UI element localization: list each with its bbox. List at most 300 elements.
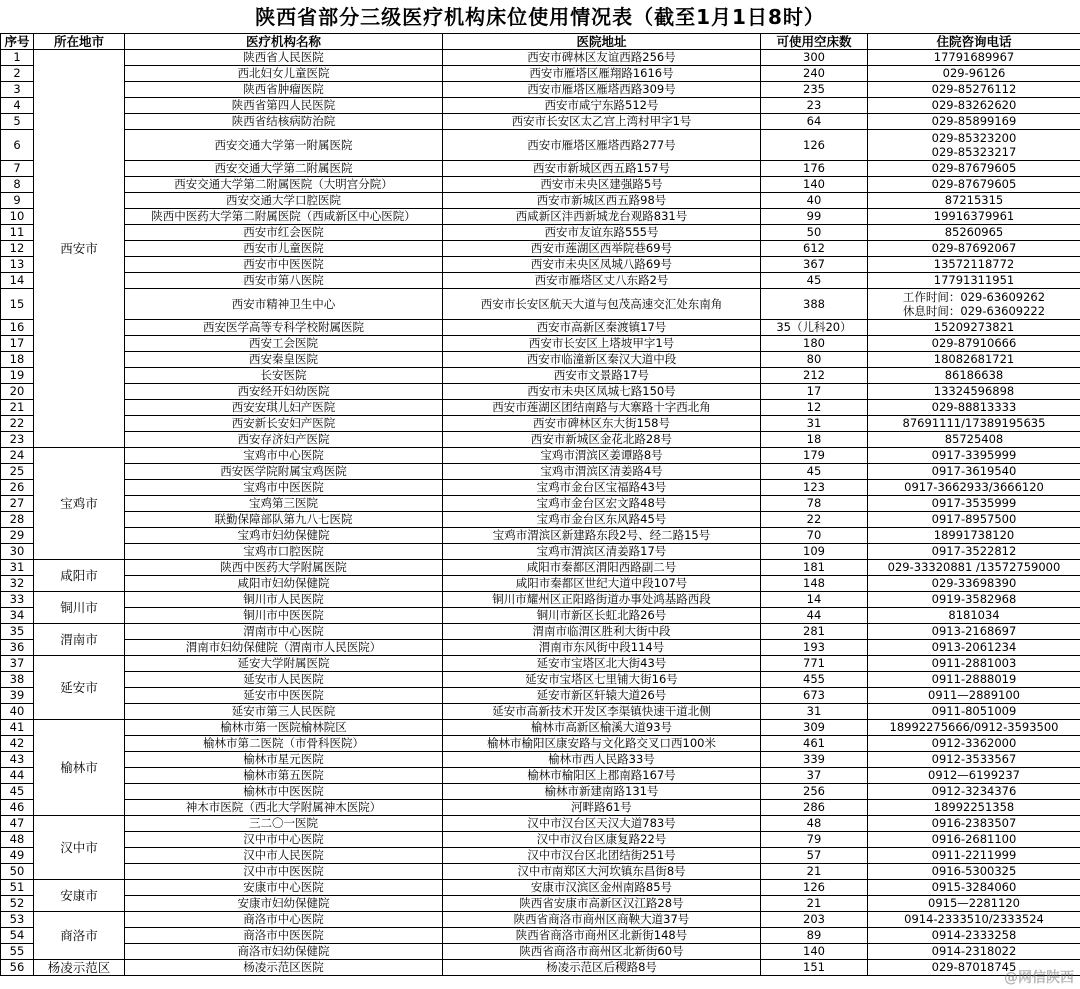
header-hospital-name: 医疗机构名称 (125, 34, 443, 50)
hospital-name: 汉中市中心医院 (125, 832, 443, 848)
table-row (1, 656, 1080, 672)
hospital-address: 西安市雁塔区雁翔路1616号 (443, 66, 761, 82)
table-row (1, 82, 1080, 98)
hospital-name: 西安交通大学第一附属医院 (125, 130, 443, 161)
empty-beds: 140 (761, 944, 868, 960)
phone-number: 13324596898 (868, 384, 1080, 400)
row-index: 46 (1, 800, 34, 816)
empty-beds: 44 (761, 608, 868, 624)
empty-beds: 18 (761, 432, 868, 448)
hospital-name: 安康市妇幼保健院 (125, 896, 443, 912)
empty-beds: 367 (761, 257, 868, 273)
table-row (1, 512, 1080, 528)
row-index: 44 (1, 768, 34, 784)
empty-beds: 180 (761, 336, 868, 352)
row-index: 18 (1, 352, 34, 368)
row-index: 29 (1, 528, 34, 544)
table-row (1, 50, 1080, 66)
hospital-address: 延安市新区轩辕大道26号 (443, 688, 761, 704)
empty-beds: 109 (761, 544, 868, 560)
phone-number: 0917-3619540 (868, 464, 1080, 480)
city-cell: 延安市 (34, 656, 125, 720)
hospital-name: 榆林市中医医院 (125, 784, 443, 800)
bed-usage-table (0, 33, 1080, 976)
row-index: 48 (1, 832, 34, 848)
row-index: 52 (1, 896, 34, 912)
row-index: 2 (1, 66, 34, 82)
page-title: 陕西省部分三级医疗机构床位使用情况表（截至1月1日8时） (255, 5, 825, 29)
phone-number: 029-85276112 (868, 82, 1080, 98)
hospital-address: 榆林市高新区榆溪大道93号 (443, 720, 761, 736)
empty-beds: 673 (761, 688, 868, 704)
empty-beds: 70 (761, 528, 868, 544)
hospital-name: 铜川市中医医院 (125, 608, 443, 624)
row-index: 45 (1, 784, 34, 800)
hospital-name: 西安秦皇医院 (125, 352, 443, 368)
row-index: 49 (1, 848, 34, 864)
table-row (1, 368, 1080, 384)
table-row (1, 928, 1080, 944)
phone-number: 0917-3535999 (868, 496, 1080, 512)
row-index: 30 (1, 544, 34, 560)
empty-beds: 21 (761, 896, 868, 912)
table-row (1, 66, 1080, 82)
empty-beds: 281 (761, 624, 868, 640)
hospital-address: 陕西省商洛市商州区北新街60号 (443, 944, 761, 960)
hospital-name: 西安市中医医院 (125, 257, 443, 273)
hospital-address: 宝鸡市金台区东风路45号 (443, 512, 761, 528)
hospital-address: 汉中市汉台区北团结街251号 (443, 848, 761, 864)
phone-number: 0914-2333258 (868, 928, 1080, 944)
hospital-name: 陕西中医药大学附属医院 (125, 560, 443, 576)
hospital-name: 宝鸡市中医医院 (125, 480, 443, 496)
phone-number: 0914-2333510/2333524 (868, 912, 1080, 928)
hospital-name: 西北妇女儿童医院 (125, 66, 443, 82)
row-index: 31 (1, 560, 34, 576)
hospital-name: 铜川市人民医院 (125, 592, 443, 608)
empty-beds: 193 (761, 640, 868, 656)
hospital-address: 西安市新城区金花北路28号 (443, 432, 761, 448)
empty-beds: 35（儿科20） (761, 320, 868, 336)
hospital-address: 西安市碑林区东大街158号 (443, 416, 761, 432)
hospital-name: 榆林市第一医院榆林院区 (125, 720, 443, 736)
row-index: 38 (1, 672, 34, 688)
hospital-name: 渭南市中心医院 (125, 624, 443, 640)
row-index: 39 (1, 688, 34, 704)
hospital-address: 咸阳市秦都区渭阳西路副二号 (443, 560, 761, 576)
hospital-name: 汉中市人民医院 (125, 848, 443, 864)
table-header-row (1, 34, 1080, 50)
table-row (1, 320, 1080, 336)
empty-beds: 123 (761, 480, 868, 496)
empty-beds: 212 (761, 368, 868, 384)
table-row (1, 544, 1080, 560)
hospital-address: 西安市咸宁东路512号 (443, 98, 761, 114)
empty-beds: 771 (761, 656, 868, 672)
phone-number: 17791311951 (868, 273, 1080, 289)
row-index: 32 (1, 576, 34, 592)
phone-number: 029-87679605 (868, 161, 1080, 177)
empty-beds: 151 (761, 960, 868, 976)
row-index: 23 (1, 432, 34, 448)
header-phone: 住院咨询电话 (868, 34, 1080, 50)
table-row (1, 273, 1080, 289)
table-row (1, 720, 1080, 736)
hospital-address: 西咸新区沣西新城龙台观路831号 (443, 209, 761, 225)
table-row (1, 384, 1080, 400)
empty-beds: 148 (761, 576, 868, 592)
hospital-address: 榆林市新建南路131号 (443, 784, 761, 800)
hospital-name: 安康市中心医院 (125, 880, 443, 896)
hospital-name: 延安市中医医院 (125, 688, 443, 704)
city-cell: 宝鸡市 (34, 448, 125, 560)
row-index: 42 (1, 736, 34, 752)
hospital-address: 延安市宝塔区北大街43号 (443, 656, 761, 672)
row-index: 19 (1, 368, 34, 384)
phone-number: 0919-3582968 (868, 592, 1080, 608)
phone-number: 029-85323200 029-85323217 (868, 130, 1080, 161)
hospital-address: 宝鸡市渭滨区清姜路17号 (443, 544, 761, 560)
hospital-name: 渭南市妇幼保健院（渭南市人民医院） (125, 640, 443, 656)
table-row (1, 576, 1080, 592)
hospital-name: 神木市医院（西北大学附属神木医院） (125, 800, 443, 816)
hospital-name: 西安交通大学第二附属医院（大明宫分院） (125, 177, 443, 193)
row-index: 40 (1, 704, 34, 720)
phone-number: 13572118772 (868, 257, 1080, 273)
row-index: 33 (1, 592, 34, 608)
empty-beds: 126 (761, 880, 868, 896)
empty-beds: 21 (761, 864, 868, 880)
empty-beds: 181 (761, 560, 868, 576)
row-index: 1 (1, 50, 34, 66)
table-row (1, 448, 1080, 464)
hospital-name: 商洛市中心医院 (125, 912, 443, 928)
city-cell: 榆林市 (34, 720, 125, 816)
table-row (1, 960, 1080, 976)
row-index: 15 (1, 289, 34, 320)
hospital-address: 陕西省安康市高新区汉江路28号 (443, 896, 761, 912)
hospital-address: 西安市莲湖区团结南路与大寨路十字西北角 (443, 400, 761, 416)
hospital-name: 西安医学院附属宝鸡医院 (125, 464, 443, 480)
empty-beds: 286 (761, 800, 868, 816)
hospital-name: 宝鸡市妇幼保健院 (125, 528, 443, 544)
empty-beds: 64 (761, 114, 868, 130)
phone-number: 029-33320881 /13572759000 (868, 560, 1080, 576)
hospital-name: 西安市精神卫生中心 (125, 289, 443, 320)
row-index: 11 (1, 225, 34, 241)
header-city: 所在地市 (34, 34, 125, 50)
phone-number: 029-33698390 (868, 576, 1080, 592)
phone-number: 0917-3522812 (868, 544, 1080, 560)
phone-number: 0915—2281120 (868, 896, 1080, 912)
row-index: 43 (1, 752, 34, 768)
hospital-name: 咸阳市妇幼保健院 (125, 576, 443, 592)
row-index: 56 (1, 960, 34, 976)
row-index: 17 (1, 336, 34, 352)
hospital-address: 汉中市汉台区天汉大道783号 (443, 816, 761, 832)
row-index: 36 (1, 640, 34, 656)
hospital-address: 西安市新城区西五路157号 (443, 161, 761, 177)
table-row (1, 736, 1080, 752)
empty-beds: 99 (761, 209, 868, 225)
row-index: 53 (1, 912, 34, 928)
phone-number: 18082681721 (868, 352, 1080, 368)
empty-beds: 14 (761, 592, 868, 608)
table-row (1, 688, 1080, 704)
hospital-name: 西安经开妇幼医院 (125, 384, 443, 400)
phone-number: 18992251358 (868, 800, 1080, 816)
row-index: 9 (1, 193, 34, 209)
hospital-name: 陕西中医药大学第二附属医院（西咸新区中心医院） (125, 209, 443, 225)
hospital-address: 西安市高新区秦渡镇17号 (443, 320, 761, 336)
hospital-name: 西安市儿童医院 (125, 241, 443, 257)
table-row (1, 944, 1080, 960)
table-row (1, 161, 1080, 177)
hospital-name: 三二〇一医院 (125, 816, 443, 832)
phone-number: 0913-2168697 (868, 624, 1080, 640)
phone-number: 029-87692067 (868, 241, 1080, 257)
phone-number: 0917-3395999 (868, 448, 1080, 464)
row-index: 10 (1, 209, 34, 225)
table-row (1, 209, 1080, 225)
hospital-address: 渭南市东风街中段114号 (443, 640, 761, 656)
phone-number: 0911-2888019 (868, 672, 1080, 688)
empty-beds: 40 (761, 193, 868, 209)
hospital-name: 西安交通大学口腔医院 (125, 193, 443, 209)
row-index: 54 (1, 928, 34, 944)
hospital-address: 西安市临潼新区秦汉大道中段 (443, 352, 761, 368)
hospital-address: 西安市未央区凤城八路69号 (443, 257, 761, 273)
row-index: 22 (1, 416, 34, 432)
phone-number: 0913-2061234 (868, 640, 1080, 656)
phone-number: 029-87910666 (868, 336, 1080, 352)
phone-number: 86186638 (868, 368, 1080, 384)
empty-beds: 22 (761, 512, 868, 528)
empty-beds: 17 (761, 384, 868, 400)
hospital-address: 宝鸡市渭滨区新建路东段2号、经二路15号 (443, 528, 761, 544)
hospital-address: 西安市雁塔区丈八东路2号 (443, 273, 761, 289)
table-row (1, 608, 1080, 624)
table-row (1, 816, 1080, 832)
empty-beds: 235 (761, 82, 868, 98)
empty-beds: 57 (761, 848, 868, 864)
hospital-name: 西安市红会医院 (125, 225, 443, 241)
hospital-name: 榆林市星元医院 (125, 752, 443, 768)
row-index: 13 (1, 257, 34, 273)
table-row (1, 704, 1080, 720)
hospital-address: 铜川市新区长虹北路26号 (443, 608, 761, 624)
phone-number: 19916379961 (868, 209, 1080, 225)
row-index: 6 (1, 130, 34, 161)
row-index: 8 (1, 177, 34, 193)
table-row (1, 912, 1080, 928)
hospital-name: 延安大学附属医院 (125, 656, 443, 672)
empty-beds: 179 (761, 448, 868, 464)
empty-beds: 45 (761, 464, 868, 480)
table-row (1, 848, 1080, 864)
city-cell: 杨凌示范区 (34, 960, 125, 976)
row-index: 20 (1, 384, 34, 400)
phone-number: 029-88813333 (868, 400, 1080, 416)
table-row (1, 400, 1080, 416)
phone-number: 0915-3284060 (868, 880, 1080, 896)
hospital-address: 西安市碑林区友谊西路256号 (443, 50, 761, 66)
table-row (1, 289, 1080, 320)
empty-beds: 256 (761, 784, 868, 800)
hospital-address: 西安市未央区建强路5号 (443, 177, 761, 193)
hospital-name: 杨凌示范区医院 (125, 960, 443, 976)
hospital-address: 安康市汉滨区金州南路85号 (443, 880, 761, 896)
hospital-address: 宝鸡市渭滨区姜谭路8号 (443, 448, 761, 464)
row-index: 25 (1, 464, 34, 480)
hospital-address: 西安市未央区凤城七路150号 (443, 384, 761, 400)
phone-number: 0912-3533567 (868, 752, 1080, 768)
hospital-name: 榆林市第五医院 (125, 768, 443, 784)
phone-number: 工作时间：029-63609262 休息时间：029-63609222 (868, 289, 1080, 320)
phone-number: 0916-2383507 (868, 816, 1080, 832)
table-row (1, 496, 1080, 512)
phone-number: 0912-3362000 (868, 736, 1080, 752)
phone-number: 15209273821 (868, 320, 1080, 336)
table-row (1, 864, 1080, 880)
hospital-address: 咸阳市秦都区世纪大道中段107号 (443, 576, 761, 592)
hospital-address: 宝鸡市金台区宏文路48号 (443, 496, 761, 512)
city-cell: 西安市 (34, 50, 125, 448)
table-row (1, 257, 1080, 273)
table-row (1, 672, 1080, 688)
hospital-name: 延安市人民医院 (125, 672, 443, 688)
table-row (1, 768, 1080, 784)
watermark: @网信陕西 (1004, 970, 1074, 986)
hospital-name: 联勤保障部队第九八七医院 (125, 512, 443, 528)
empty-beds: 203 (761, 912, 868, 928)
phone-number: 0916-5300325 (868, 864, 1080, 880)
table-row (1, 528, 1080, 544)
row-index: 4 (1, 98, 34, 114)
empty-beds: 455 (761, 672, 868, 688)
row-index: 7 (1, 161, 34, 177)
empty-beds: 23 (761, 98, 868, 114)
phone-number: 029-87018745 (868, 960, 1080, 976)
table-row (1, 416, 1080, 432)
table-row (1, 784, 1080, 800)
empty-beds: 31 (761, 416, 868, 432)
row-index: 28 (1, 512, 34, 528)
city-cell: 渭南市 (34, 624, 125, 656)
table-row (1, 464, 1080, 480)
city-cell: 商洛市 (34, 912, 125, 960)
hospital-address: 河畔路61号 (443, 800, 761, 816)
empty-beds: 37 (761, 768, 868, 784)
hospital-name: 西安医学高等专科学校附属医院 (125, 320, 443, 336)
table-row (1, 98, 1080, 114)
phone-number: 17791689967 (868, 50, 1080, 66)
hospital-name: 西安安琪儿妇产医院 (125, 400, 443, 416)
hospital-name: 陕西省结核病防治院 (125, 114, 443, 130)
phone-number: 0917-8957500 (868, 512, 1080, 528)
hospital-address: 铜川市耀州区正阳路街道办事处鸿基路西段 (443, 592, 761, 608)
empty-beds: 612 (761, 241, 868, 257)
table-row (1, 624, 1080, 640)
hospital-address: 西安市莲湖区西举院巷69号 (443, 241, 761, 257)
empty-beds: 461 (761, 736, 868, 752)
table-row (1, 336, 1080, 352)
table-row (1, 832, 1080, 848)
empty-beds: 240 (761, 66, 868, 82)
city-cell: 铜川市 (34, 592, 125, 624)
table-row (1, 800, 1080, 816)
empty-beds: 309 (761, 720, 868, 736)
phone-number: 0912—6199237 (868, 768, 1080, 784)
phone-number: 85260965 (868, 225, 1080, 241)
phone-number: 18991738120 (868, 528, 1080, 544)
empty-beds: 50 (761, 225, 868, 241)
hospital-name: 西安工会医院 (125, 336, 443, 352)
table-row (1, 640, 1080, 656)
table-row (1, 560, 1080, 576)
table-row (1, 352, 1080, 368)
hospital-name: 长安医院 (125, 368, 443, 384)
hospital-name: 西安存济妇产医院 (125, 432, 443, 448)
hospital-name: 宝鸡第三医院 (125, 496, 443, 512)
hospital-name: 商洛市妇幼保健院 (125, 944, 443, 960)
hospital-address: 宝鸡市渭滨区清姜路4号 (443, 464, 761, 480)
table-row (1, 592, 1080, 608)
table-row (1, 225, 1080, 241)
phone-number: 029-96126 (868, 66, 1080, 82)
row-index: 26 (1, 480, 34, 496)
empty-beds: 89 (761, 928, 868, 944)
phone-number: 0914-2318022 (868, 944, 1080, 960)
hospital-address: 陕西省商洛市商州区北新街148号 (443, 928, 761, 944)
phone-number: 87215315 (868, 193, 1080, 209)
hospital-address: 西安市新城区西五路98号 (443, 193, 761, 209)
row-index: 16 (1, 320, 34, 336)
hospital-address: 西安市雁塔区雁塔西路309号 (443, 82, 761, 98)
hospital-address: 西安市长安区太乙宫上湾村甲字1号 (443, 114, 761, 130)
table-row (1, 130, 1080, 161)
hospital-address: 榆林市榆阳区康安路与文化路交叉口西100米 (443, 736, 761, 752)
hospital-name: 宝鸡市口腔医院 (125, 544, 443, 560)
hospital-name: 汉中市中医医院 (125, 864, 443, 880)
hospital-name: 榆林市第二医院（市骨科医院） (125, 736, 443, 752)
phone-number: 85725408 (868, 432, 1080, 448)
hospital-name: 商洛市中医医院 (125, 928, 443, 944)
row-index: 35 (1, 624, 34, 640)
hospital-name: 延安市第三人民医院 (125, 704, 443, 720)
row-index: 12 (1, 241, 34, 257)
empty-beds: 176 (761, 161, 868, 177)
row-index: 37 (1, 656, 34, 672)
hospital-address: 延安市宝塔区七里铺大街16号 (443, 672, 761, 688)
empty-beds: 300 (761, 50, 868, 66)
empty-beds: 140 (761, 177, 868, 193)
empty-beds: 126 (761, 130, 868, 161)
city-cell: 汉中市 (34, 816, 125, 880)
hospital-address: 西安市长安区上塔坡甲字1号 (443, 336, 761, 352)
empty-beds: 48 (761, 816, 868, 832)
table-row (1, 880, 1080, 896)
phone-number: 0917-3662933/3666120 (868, 480, 1080, 496)
phone-number: 029-87679605 (868, 177, 1080, 193)
row-index: 47 (1, 816, 34, 832)
hospital-address: 西安市雁塔区雁塔西路277号 (443, 130, 761, 161)
hospital-name: 陕西省人民医院 (125, 50, 443, 66)
row-index: 21 (1, 400, 34, 416)
table-row (1, 480, 1080, 496)
hospital-address: 汉中市南郑区大河坎镇东昌街8号 (443, 864, 761, 880)
phone-number: 029-83262620 (868, 98, 1080, 114)
